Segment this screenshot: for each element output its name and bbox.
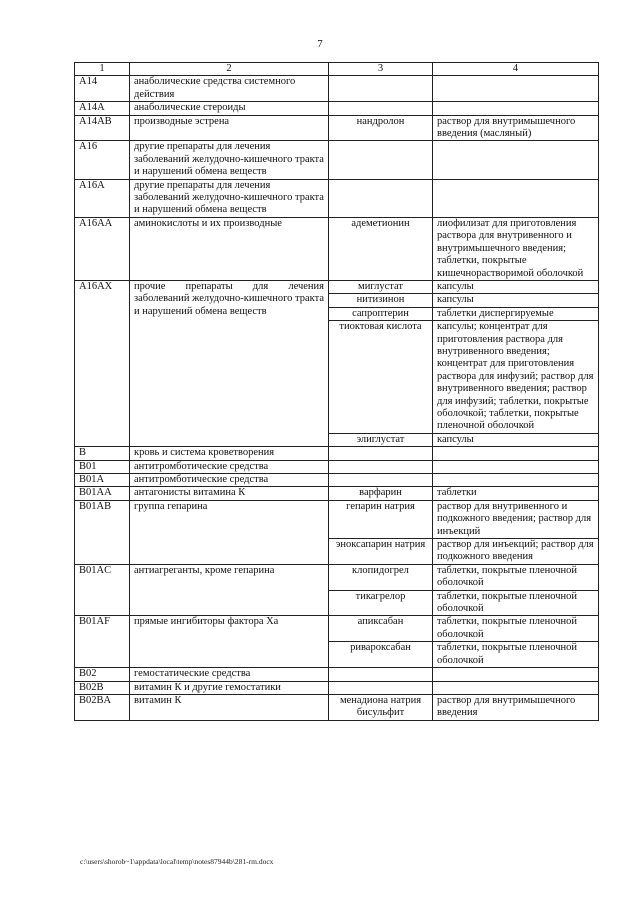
atc-name: анаболические стероиды bbox=[130, 102, 329, 115]
atc-name: группа гепарина bbox=[130, 500, 329, 564]
atc-code: B01AA bbox=[75, 487, 130, 500]
table-row bbox=[75, 681, 599, 694]
drug-name: апиксабан bbox=[329, 616, 433, 642]
atc-name: другие препараты для лечения заболеваний желудочно-кишечного тракта и нарушений обмена веществ bbox=[130, 179, 329, 217]
table-row bbox=[75, 564, 599, 590]
atc-name: прямые ингибиторы фактора Xa bbox=[130, 616, 329, 668]
atc-code: A14 bbox=[75, 76, 130, 102]
atc-code: A14A bbox=[75, 102, 130, 115]
atc-code: A16 bbox=[75, 141, 130, 179]
drug-name: элиглустат bbox=[329, 433, 433, 446]
table-row bbox=[75, 616, 599, 642]
table-row bbox=[75, 460, 599, 473]
atc-code: B bbox=[75, 447, 130, 460]
atc-name: анаболические средства системного действия bbox=[130, 76, 329, 102]
table-row bbox=[75, 500, 599, 538]
drug-name: адеметионин bbox=[329, 217, 433, 280]
table-row bbox=[75, 668, 599, 681]
atc-name: аминокислоты и их производные bbox=[130, 217, 329, 280]
column-header: 2 bbox=[130, 63, 329, 76]
dosage-form: раствор для внутримышечного введения bbox=[433, 694, 599, 720]
drug-name: ривароксабан bbox=[329, 642, 433, 668]
atc-name: витамин К и другие гемостатики bbox=[130, 681, 329, 694]
drug-name: гепарин натрия bbox=[329, 500, 433, 538]
dosage-form: таблетки, покрытые пленочной оболочкой bbox=[433, 616, 599, 642]
atc-code: B01 bbox=[75, 460, 130, 473]
atc-code: B02BA bbox=[75, 694, 130, 720]
atc-code: A16A bbox=[75, 179, 130, 217]
drug-name: нитизинон bbox=[329, 294, 433, 307]
atc-code: B01AF bbox=[75, 616, 130, 668]
drug-name: клопидогрел bbox=[329, 564, 433, 590]
atc-name: гемостатические средства bbox=[130, 668, 329, 681]
dosage-form: таблетки, покрытые пленочной оболочкой bbox=[433, 642, 599, 668]
dosage-form: таблетки bbox=[433, 487, 599, 500]
dosage-form: капсулы bbox=[433, 280, 599, 293]
dosage-form: таблетки, покрытые пленочной оболочкой bbox=[433, 564, 599, 590]
drug-name: сапроптерин bbox=[329, 307, 433, 320]
file-path-footer: c:\users\shorob~1\appdata\local\temp\notes87944b\281-rm.docx bbox=[80, 857, 274, 866]
table-row bbox=[75, 217, 599, 280]
atc-code: B02B bbox=[75, 681, 130, 694]
table-row bbox=[75, 115, 599, 141]
table-row bbox=[75, 694, 599, 720]
drug-name: тиоктовая кислота bbox=[329, 321, 433, 434]
dosage-form: раствор для внутривенного и подкожного введения; раствор для инъекций bbox=[433, 500, 599, 538]
drug-name: варфарин bbox=[329, 487, 433, 500]
dosage-form: капсулы bbox=[433, 294, 599, 307]
dosage-form: раствор для инъекций; раствор для подкожного введения bbox=[433, 539, 599, 565]
table-row bbox=[75, 179, 599, 217]
atc-name: витамин К bbox=[130, 694, 329, 720]
table-row bbox=[75, 447, 599, 460]
page-number: 7 bbox=[317, 38, 323, 50]
drug-name: миглустат bbox=[329, 280, 433, 293]
atc-code: A16AX bbox=[75, 280, 130, 446]
table-row bbox=[75, 102, 599, 115]
table-row bbox=[75, 141, 599, 179]
drug-list-table bbox=[74, 62, 599, 721]
atc-code: A16AA bbox=[75, 217, 130, 280]
atc-code: B01A bbox=[75, 474, 130, 487]
dosage-form: лиофилизат для приготовления раствора для внутривенного и внутримышечного введения; таблетки, покрытые кишечнорастворимой оболочкой bbox=[433, 217, 599, 280]
drug-name: тикагрелор bbox=[329, 590, 433, 616]
drug-name: эноксапарин натрия bbox=[329, 539, 433, 565]
drug-name: менадиона натрия бисульфит bbox=[329, 694, 433, 720]
drug-name: нандролон bbox=[329, 115, 433, 141]
atc-name: производные эстрена bbox=[130, 115, 329, 141]
dosage-form: раствор для внутримышечного введения (масляный) bbox=[433, 115, 599, 141]
atc-name: прочие препараты для лечения заболеваний желудочно-кишечного тракта и нарушений обмена веществ bbox=[130, 280, 329, 446]
atc-name: антагонисты витамина К bbox=[130, 487, 329, 500]
atc-code: B02 bbox=[75, 668, 130, 681]
table-row bbox=[75, 76, 599, 102]
dosage-form: таблетки диспергируемые bbox=[433, 307, 599, 320]
atc-name: антитромботические средства bbox=[130, 460, 329, 473]
column-header: 3 bbox=[329, 63, 433, 76]
atc-name: антиагреганты, кроме гепарина bbox=[130, 564, 329, 616]
dosage-form: капсулы bbox=[433, 433, 599, 446]
dosage-form: капсулы; концентрат для приготовления раствора для внутривенного введения; концентрат для приготовления раствора для инфузий; раствор для внутривенного введения; раствор для инфузий; таблетки, покрытые оболочкой; таблетки, покрытые пленочной оболочкой bbox=[433, 321, 599, 434]
atc-name: кровь и система кроветворения bbox=[130, 447, 329, 460]
column-header: 1 bbox=[75, 63, 130, 76]
atc-code: B01AB bbox=[75, 500, 130, 564]
table-row bbox=[75, 487, 599, 500]
atc-code: B01AC bbox=[75, 564, 130, 616]
atc-name: другие препараты для лечения заболеваний желудочно-кишечного тракта и нарушений обмена веществ bbox=[130, 141, 329, 179]
atc-name: антитромботические средства bbox=[130, 474, 329, 487]
table-header-row bbox=[75, 63, 599, 76]
table-row bbox=[75, 474, 599, 487]
table-row bbox=[75, 280, 599, 293]
column-header: 4 bbox=[433, 63, 599, 76]
dosage-form: таблетки, покрытые пленочной оболочкой bbox=[433, 590, 599, 616]
atc-code: A14AB bbox=[75, 115, 130, 141]
